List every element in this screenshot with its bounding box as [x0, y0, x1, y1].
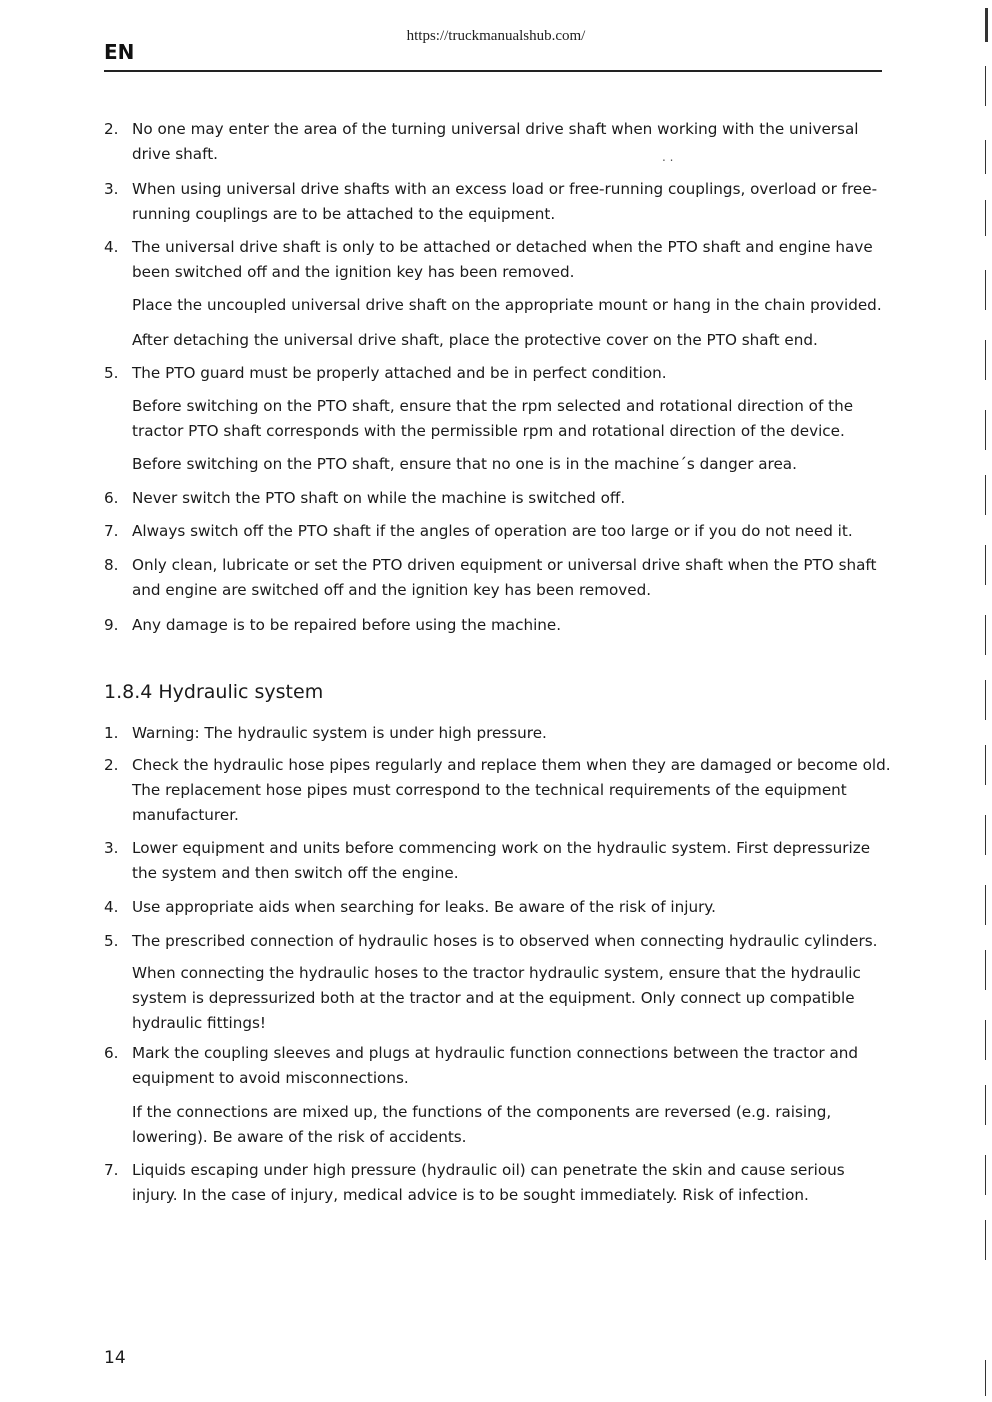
list-item: [104, 613, 894, 638]
list-item: [104, 721, 894, 746]
item-text: Never switch the PTO shaft on while the machine is switched off.: [132, 489, 626, 507]
list-item: [104, 361, 894, 386]
scan-edge-mark: [985, 745, 986, 785]
list-item: [104, 486, 894, 511]
page-number: 14: [104, 1348, 126, 1368]
item-number: 6.: [104, 1044, 119, 1062]
list-item: [104, 836, 894, 886]
item-text: Only clean, lubricate or set the PTO driven equipment or universal drive shaft when the PTO shaft and engine are switched off and the ignition key has been removed.: [132, 556, 877, 599]
paragraph: Place the uncoupled universal drive shaft on the appropriate mount or hang in the chain provided.: [132, 296, 882, 314]
item-number: 3.: [104, 839, 119, 857]
scan-edge-mark: [985, 340, 986, 380]
list-item: [104, 553, 894, 603]
item-number: 2.: [104, 120, 119, 138]
list-item: [104, 235, 894, 285]
item-number: 7.: [104, 522, 119, 540]
paragraph: If the connections are mixed up, the functions of the components are reversed (e.g. raising, lowering). Be aware of the risk of accidents.: [132, 1103, 832, 1146]
item-text: Warning: The hydraulic system is under high pressure.: [132, 724, 547, 742]
scan-edge-mark: [985, 1220, 986, 1260]
section-heading: 1.8.4 Hydraulic system: [104, 681, 324, 703]
list-item: [104, 753, 894, 828]
scan-edge-mark: [985, 1085, 986, 1125]
scan-edge-mark: [985, 8, 988, 42]
item-number: 3.: [104, 180, 119, 198]
item-number: 6.: [104, 489, 119, 507]
list-item: [104, 519, 894, 544]
item-number: 5.: [104, 932, 119, 950]
item-text: The universal drive shaft is only to be attached or detached when the PTO shaft and engine have been switched off and the ignition key has been removed.: [132, 238, 873, 281]
item-number: 4.: [104, 898, 119, 916]
item-text: No one may enter the area of the turning universal drive shaft when working with the universal drive shaft.: [132, 120, 859, 163]
scan-edge-mark: [985, 200, 986, 236]
scan-edge-mark: [985, 680, 986, 720]
item-text: When using universal drive shafts with an excess load or free-running couplings, overload or free-running couplings are to be attached to the equipment.: [132, 180, 878, 223]
source-url: https://truckmanualshub.com/: [406, 28, 586, 44]
list-item: [104, 929, 894, 954]
scan-edge-mark: [985, 950, 986, 990]
header-rule: [104, 70, 882, 72]
item-number: 2.: [104, 756, 119, 774]
item-text: Lower equipment and units before commencing work on the hydraulic system. First depressurize the system and then switch off the engine.: [132, 839, 871, 882]
list-item: [104, 117, 894, 167]
scan-edge-mark: [985, 1360, 986, 1396]
scan-edge-mark: [985, 885, 986, 925]
list-item: [104, 1041, 894, 1091]
item-number: 7.: [104, 1161, 119, 1179]
scan-edge-mark: [985, 1155, 986, 1195]
paragraph: When connecting the hydraulic hoses to the tractor hydraulic system, ensure that the hydraulic system is depressurized both at the tractor and at the equipment. Only connect up compatible hydraulic fittings!: [132, 964, 861, 1032]
scan-edge-mark: [985, 815, 986, 855]
paragraph: After detaching the universal drive shaft, place the protective cover on the PTO shaft end.: [132, 331, 818, 349]
item-text: Mark the coupling sleeves and plugs at hydraulic function connections between the tractor and equipment to avoid misconnections.: [132, 1044, 859, 1087]
list-item: [104, 1158, 894, 1208]
item-text: Check the hydraulic hose pipes regularly and replace them when they are damaged or become old. The replacement hose pipes must correspond to the technical requirements of the equipment manufacturer.: [132, 756, 891, 824]
item-text: Use appropriate aids when searching for leaks. Be aware of the risk of injury.: [132, 898, 716, 916]
scan-edge-mark: [985, 545, 986, 585]
item-number: 1.: [104, 724, 119, 742]
scan-edge-mark: [985, 140, 986, 174]
item-text: Always switch off the PTO shaft if the angles of operation are too large or if you do not need it.: [132, 522, 853, 540]
item-text: The PTO guard must be properly attached and be in perfect condition.: [132, 364, 667, 382]
paragraph: Before switching on the PTO shaft, ensure that the rpm selected and rotational direction of the tractor PTO shaft corresponds with the permissible rpm and rotational direction of the device.: [132, 397, 854, 440]
language-code: EN: [104, 40, 135, 64]
scan-edge-mark: [985, 66, 986, 106]
item-number: 9.: [104, 616, 119, 634]
item-number: 4.: [104, 238, 119, 256]
item-number: 5.: [104, 364, 119, 382]
scan-edge-mark: [985, 1020, 986, 1060]
scan-edge-mark: [985, 410, 986, 450]
list-item: [104, 177, 894, 227]
paragraph: Before switching on the PTO shaft, ensure that no one is in the machine´s danger area.: [132, 455, 797, 473]
item-text: The prescribed connection of hydraulic hoses is to observed when connecting hydraulic cylinders.: [132, 932, 878, 950]
item-text: Liquids escaping under high pressure (hydraulic oil) can penetrate the skin and cause serious injury. In the case of injury, medical advice is to be sought immediately. Risk of infection.: [132, 1161, 845, 1204]
scan-edge-mark: [985, 615, 986, 655]
item-number: 8.: [104, 556, 119, 574]
scan-edge-mark: [985, 270, 986, 310]
list-item: [104, 895, 894, 920]
scan-edge-mark: [985, 475, 986, 515]
scan-speck: . .: [662, 150, 674, 164]
item-text: Any damage is to be repaired before using the machine.: [132, 616, 562, 634]
